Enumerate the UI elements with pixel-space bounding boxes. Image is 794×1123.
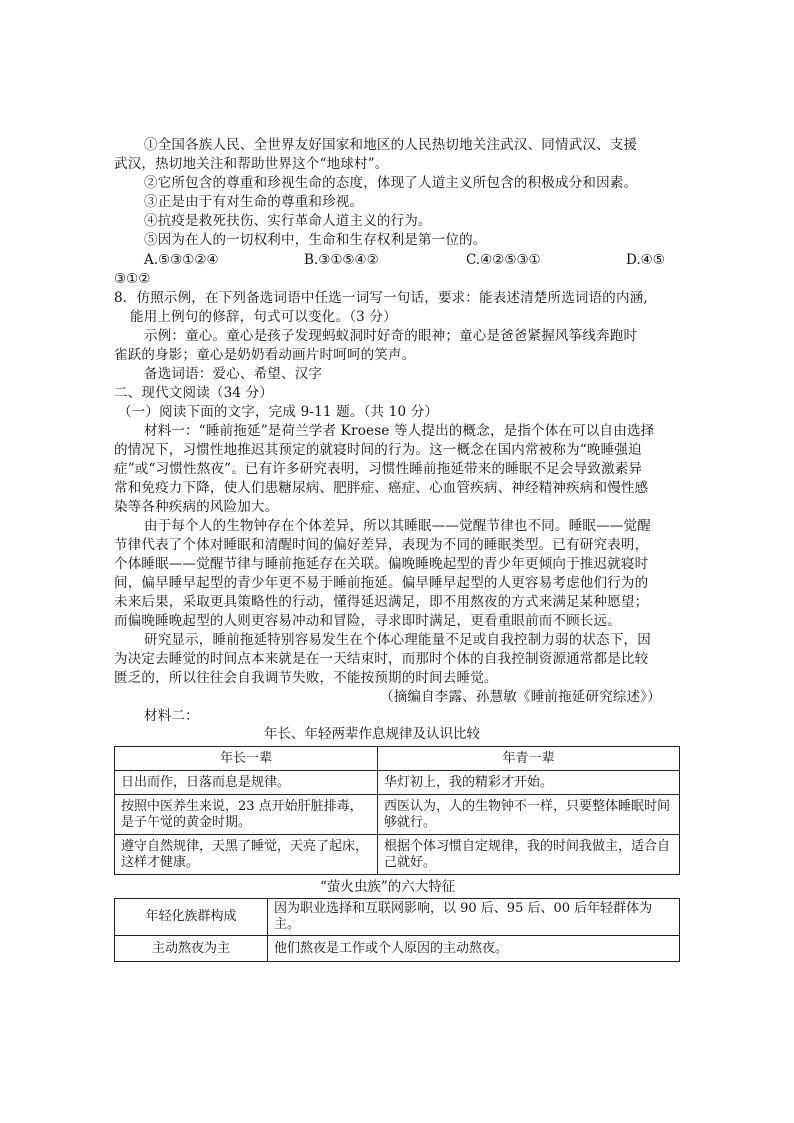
q8-word-choices: 备选词语：爱心、希望、汉字 bbox=[144, 366, 323, 382]
q8-prompt-2: 能用上例句的修辞，句式可以变化。（3 分） bbox=[130, 309, 397, 325]
q7-item-3: ③正是由于有对生命的尊重和珍视。 bbox=[144, 194, 364, 210]
table-cell: 根据个体习惯自定规律，我的时间我做主，适合自己就好。 bbox=[378, 835, 680, 875]
table-cell: 华灯初上，我的精彩才开始。 bbox=[378, 771, 680, 795]
material1-line-5: 染等各种疾病的风险加大。 bbox=[114, 499, 279, 515]
material1-line-8: 个体睡眠——觉醒节律与睡前拖延存在关联。偏晚睡晚起型的青少年更倾向于推迟就寝时 bbox=[114, 556, 649, 572]
table-cell: 主动熬夜为主 bbox=[115, 936, 268, 962]
table-row bbox=[115, 747, 680, 771]
q7-option-a: A.⑤③①②④ bbox=[144, 252, 219, 268]
material2-label: 材料二： bbox=[144, 708, 199, 724]
material1-line-1: 材料一：“睡前拖延”是荷兰学者 Kroese 等人提出的概念，是指个体在可以自由选择 bbox=[144, 423, 655, 439]
comparison-table bbox=[114, 746, 680, 875]
table-cell: 日出而作，日落而息是规律。 bbox=[115, 771, 378, 795]
material1-line-13: 为决定去睡觉的时间点本来就是在一天结束时，而那时个体的自我控制资源通常都是比较 bbox=[114, 651, 649, 667]
table-row bbox=[115, 835, 680, 875]
table-cell: 年轻化族群构成 bbox=[115, 899, 268, 936]
q7-option-d-cont: ③①② bbox=[114, 271, 151, 287]
section-heading: 二、现代文阅读（34 分） bbox=[114, 385, 274, 401]
material1-line-7: 节律代表了个体对睡眠和清醒时间的偏好差异，表现为不同的睡眠类型。已有研究表明， bbox=[114, 537, 649, 553]
q7-item-1: ①全国各族人民、全世界友好国家和地区的人民热切地关注武汉、同情武汉、支援 bbox=[144, 137, 638, 153]
material1-line-14: 匮乏的，所以往往会自我调节失败，不能按预期的时间去睡觉。 bbox=[114, 670, 498, 686]
table-row bbox=[115, 899, 680, 936]
table-cell: 他们熬夜是工作或个人原因的主动熬夜。 bbox=[268, 936, 680, 962]
material1-source: （摘编自李露、孙慧敏《睡前拖延研究综述》） bbox=[380, 689, 661, 705]
material1-line-12: 研究显示，睡前拖延特别容易发生在个体心理能量不足或自我控制力弱的状态下，因 bbox=[144, 632, 651, 648]
table2-title: “萤火虫族”的六大特征 bbox=[320, 879, 456, 895]
q7-item-4: ④抗疫是救死扶伤、实行革命人道主义的行为。 bbox=[144, 213, 432, 229]
material1-line-6: 由于每个人的生物钟存在个体差异，所以其睡眠——觉醒节律也不同。睡眠——觉醒 bbox=[144, 518, 651, 534]
q8-prompt-1: 8．仿照示例，在下列备选词语中任选一词写一句话，要求：能表述清楚所选词语的内涵, bbox=[114, 290, 648, 306]
material1-line-9: 间，偏早睡早起型的青少年更不易于睡前拖延。偏早睡早起型的人更容易考虑他们行为的 bbox=[114, 575, 649, 591]
q7-item-1-cont: 武汉，热切地关注和帮助世界这个“地球村”。 bbox=[114, 156, 389, 172]
features-table bbox=[114, 898, 680, 962]
table-cell: 西医认为，人的生物钟不一样，只要整体睡眠时间够就行。 bbox=[378, 795, 680, 835]
q8-example-2: 雀跃的身影；童心是奶奶看动画片时呵呵的笑声。 bbox=[114, 347, 416, 363]
section-subheading: （一）阅读下面的文字，完成 9-11 题。（共 10 分） bbox=[118, 404, 439, 420]
table-header-older: 年长一辈 bbox=[115, 747, 378, 771]
table-cell: 遵守自然规律，天黑了睡觉，天亮了起床，这样才健康。 bbox=[115, 835, 378, 875]
table-row bbox=[115, 936, 680, 962]
q7-item-5: ⑤因为在人的一切权利中，生命和生存权利是第一位的。 bbox=[144, 232, 487, 248]
q7-option-d: D.④⑤ bbox=[626, 252, 665, 268]
table-cell: 因为职业选择和互联网影响，以 90 后、95 后、00 后年轻群体为主。 bbox=[268, 899, 680, 936]
q8-example-1: 示例：童心。童心是孩子发现蚂蚁洞时好奇的眼神；童心是爸爸紧握风筝线奔跑时 bbox=[144, 328, 638, 344]
table1-title: 年长、年轻两辈作息规律及认识比较 bbox=[264, 726, 480, 742]
material1-line-4: 常和免疫力下降，使人们患糖尿病、肥胖症、癌症、心血管疾病、神经精神疾病和慢性感 bbox=[114, 480, 649, 496]
table-header-younger: 年青一辈 bbox=[378, 747, 680, 771]
q7-option-c: C.④②⑤③① bbox=[466, 252, 541, 268]
material1-line-2: 的情况下，习惯性地推迟其预定的就寝时间的行为。这一概念在国内常被称为“晚睡强迫 bbox=[114, 442, 642, 458]
table-row bbox=[115, 795, 680, 835]
material1-line-3: 症”或“习惯性熬夜”。已有许多研究表明，习惯性睡前拖延带来的睡眠不足会导致激素异 bbox=[114, 461, 643, 477]
table-row bbox=[115, 771, 680, 795]
material1-line-11: 而偏晚睡晚起型的人则更容易冲动和冒险，寻求即时满足，更看重眼前而不顾长远。 bbox=[114, 613, 621, 629]
material1-line-10: 未来后果，采取更具策略性的行动，懂得延迟满足，即不用熬夜的方式来满足某种愿望； bbox=[114, 594, 649, 610]
q7-item-2: ②它所包含的尊重和珍视生命的态度，体现了人道主义所包含的积极成分和因素。 bbox=[144, 175, 638, 191]
q7-option-b: B.③①⑤④② bbox=[304, 252, 379, 268]
table-cell: 按照中医养生来说，23 点开始肝脏排毒，是子午觉的黄金时期。 bbox=[115, 795, 378, 835]
